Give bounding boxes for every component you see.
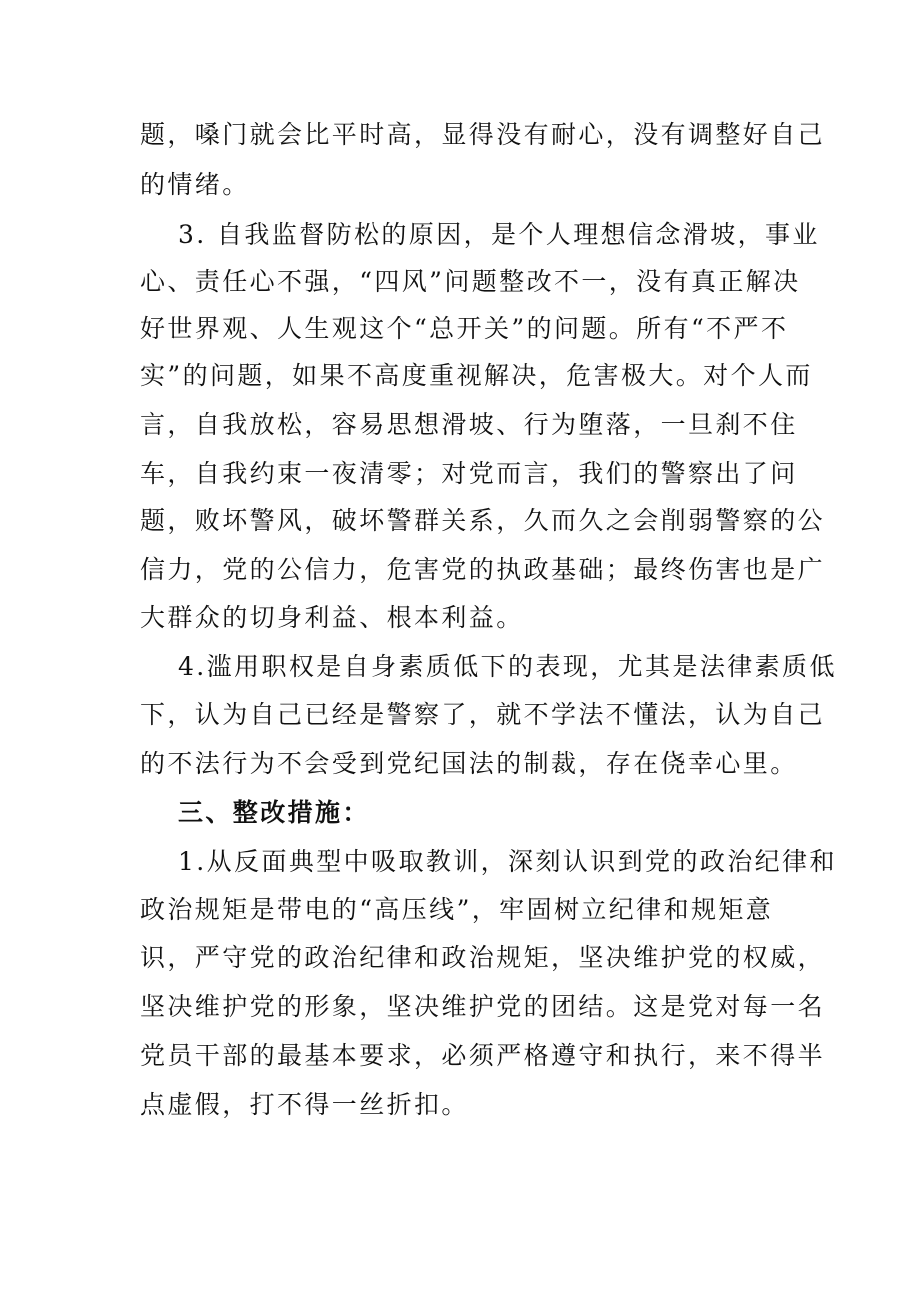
item-3-line-5: 言，自我放松，容易思想滑坡、行为堕落，一旦刹不住 [140,410,798,439]
item-4-line-2: 下，认为自己已经是警察了，就不学法不懂法，认为自己 [140,700,826,729]
paragraph-2-line-2: 的情绪。 [140,170,250,199]
section-heading-rectification: 三、整改措施： [178,798,370,827]
item-3-line-7: 题，败坏警风，破坏警群关系，久而久之会削弱警察的公 [140,506,826,535]
measure-1-line-1: 1.从反面典型中吸取教训，深刻认识到党的政治纪律和 [178,847,837,876]
item-3-line-6: 车，自我约束一夜清零；对党而言，我们的警察出了问 [140,459,798,488]
item-3-line-8: 信力，党的公信力，危害党的执政基础；最终伤害也是广 [140,555,826,584]
measure-1-line-6: 点虚假，打不得一丝折扣。 [140,1090,469,1119]
measure-1-line-3: 识，严守党的政治纪律和政治规矩，坚决维护党的权威， [140,943,826,972]
item-3-line-9: 大群众的切身利益、根本利益。 [140,603,524,632]
item-3-line-4: 实”的问题，如果不高度重视解决，危害极大。对个人而 [140,361,813,390]
measure-1-line-4: 坚决维护党的形象，坚决维护党的团结。这是党对每一名 [140,992,826,1021]
paragraph-2-line-1: 题，嗓门就会比平时高，显得没有耐心，没有调整好自己 [140,120,826,149]
item-3-line-3: 好世界观、人生观这个“总开关”的问题。所有“不严不 [140,314,789,343]
item-3-line-1: 3. 自我监督防松的原因，是个人理想信念滑坡，事业 [178,220,820,249]
item-4-line-1: 4.滥用职权是自身素质低下的表现，尤其是法律素质低 [178,652,837,681]
measure-1-line-2: 政治规矩是带电的“高压线”，牢固树立纪律和规矩意 [140,895,774,924]
item-3-line-2: 心、责任心不强，“四风”问题整改不一，没有真正解决 [140,267,801,296]
measure-1-line-5: 党员干部的最基本要求，必须严格遵守和执行，来不得半 [140,1041,826,1070]
item-4-line-3: 的不法行为不会受到党纪国法的制裁，存在侥幸心里。 [140,749,798,778]
